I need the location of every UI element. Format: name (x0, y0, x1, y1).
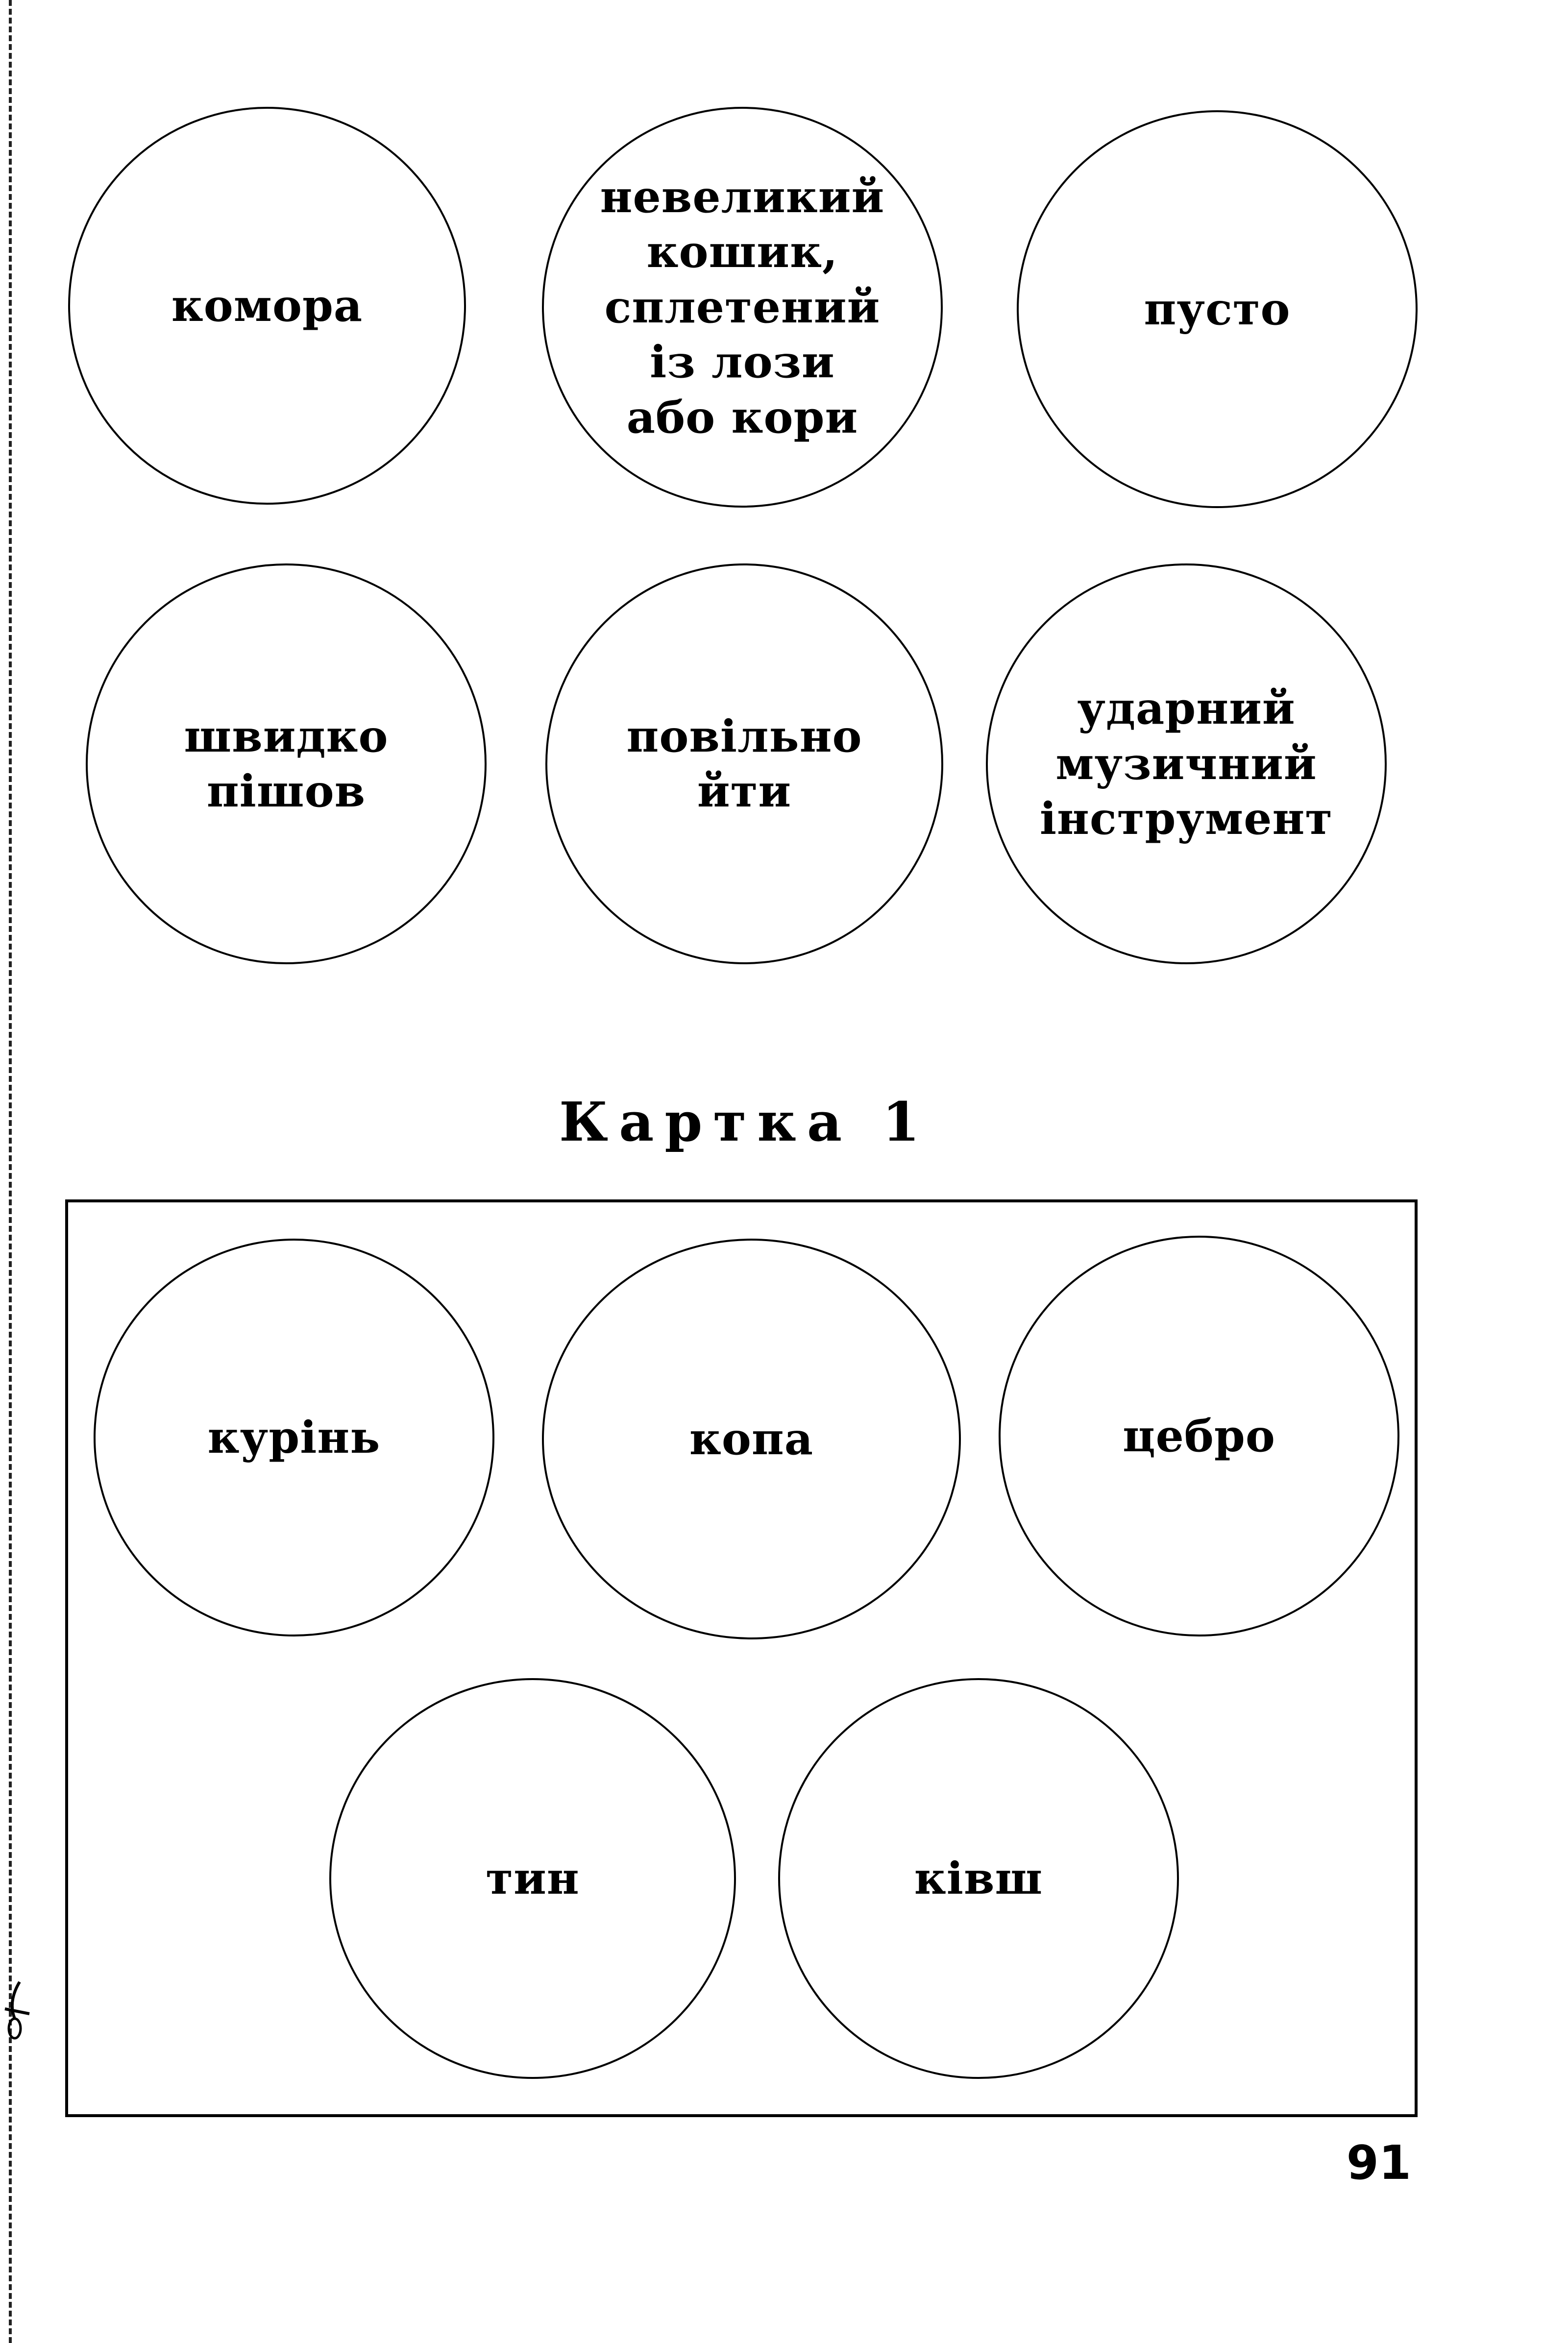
card-circle-label: ківш (914, 1852, 1043, 1904)
card-circle-label: тин (486, 1852, 580, 1904)
word-circle-label: повільно йти (626, 710, 862, 817)
word-circle-3 (1017, 110, 1418, 508)
word-circle-6 (986, 563, 1387, 964)
card-circle-label: курінь (207, 1411, 381, 1464)
word-circle-label: пусто (1144, 283, 1291, 335)
scissors-icon (0, 1979, 34, 2043)
card-circle-label: цебро (1123, 1410, 1275, 1462)
card-circle-1 (94, 1239, 494, 1636)
card-circle-2 (542, 1239, 961, 1639)
word-circle-5 (545, 563, 943, 964)
page-number: 91 (1346, 2136, 1411, 2190)
word-circle-2 (542, 107, 943, 508)
card-circle-label: копа (689, 1413, 814, 1465)
word-circle-label: швидко пішов (184, 710, 389, 817)
word-circle-label: ударний музичний інструмент (1039, 683, 1333, 845)
card-circle-4 (329, 1678, 736, 2079)
word-circle-label: комора (171, 279, 363, 332)
word-circle-label: невеликий кошик, сплетений із лози або кори (600, 171, 885, 443)
word-circle-4 (86, 563, 487, 964)
word-circle-1 (68, 107, 466, 505)
card-title: Картка 1 (559, 1090, 931, 1153)
card-circle-5 (778, 1678, 1179, 2079)
card-circle-3 (999, 1236, 1399, 1636)
